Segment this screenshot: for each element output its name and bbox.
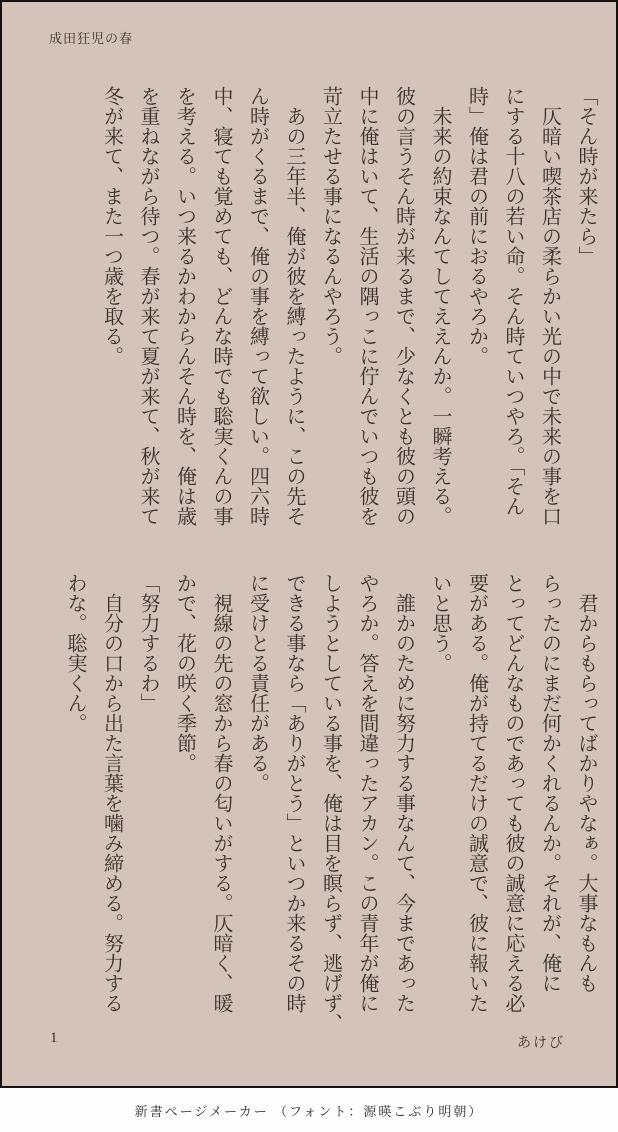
text-block-lower <box>57 573 605 1041</box>
text-line: 冬が来て、また一つ歳を取る。 <box>100 86 123 366</box>
text-line: 時」俺は君の前におるやろか。 <box>465 86 488 366</box>
text-line: 自分の口から出た言葉を噛み締める。努力する <box>100 573 123 1013</box>
text-line: しようとしている事を、俺は目を瞑らず、逃げず、 <box>319 573 342 1033</box>
text-line: やろか。答えを間違ったアカン。この青年が俺に <box>356 573 378 1013</box>
text-line: あの三年半、俺が彼を縛ったように、この先そ <box>283 86 305 526</box>
text-line: 苛立たせる事になるんやろう。 <box>319 86 342 366</box>
text-block-upper <box>93 86 604 554</box>
text-line: 仄暗い喫茶店の柔らかい光の中で未来の事を口 <box>538 86 561 526</box>
text-line: わな。聡実くん。 <box>64 573 86 733</box>
page-title: 成田狂児の春 <box>49 31 134 46</box>
text-line: かで、花の咲く季節。 <box>173 573 196 773</box>
text-line: いと思う。 <box>429 573 451 673</box>
text-line: とってどんなものであっても彼の誠意に応える必 <box>502 573 524 1013</box>
text-line: できる事なら「ありがとう」といつか来るその時 <box>283 573 305 1013</box>
text-line: ん時がくるまで、俺の事を縛って欲しい。四六時 <box>246 86 269 526</box>
text-line: 「そん時が来たら」 <box>575 86 597 266</box>
author-name: あけび <box>517 1036 565 1051</box>
text-line: らったのにまだ何かくれるんか。それが、俺に <box>538 573 561 993</box>
footer-caption: 新書ページメーカー （フォント：源暎こぶり明朝） <box>134 1103 484 1119</box>
text-line: に受けとる責任がある。 <box>246 573 269 793</box>
text-line: 中、寝ても覚めても、どんな時でも聡実くんの事 <box>210 86 232 526</box>
text-line: を考える。いつ来るかわからんそん時を、俺は歳 <box>173 86 196 526</box>
text-line: 君からもらってばかりやなぁ。大事なもんも <box>575 573 597 993</box>
text-line: にする十八の若い命。そん時ていつやろ。「そん <box>502 86 524 516</box>
text-line: 中に俺はいて、生活の隅っこに佇んでいつも彼を <box>356 86 378 526</box>
text-line: を重ねながら待つ。春が来て夏が来て、秋が来て <box>137 86 159 526</box>
text-line: 視線の先の窓から春の匂いがする。仄暗く、暖 <box>210 573 232 1013</box>
text-line: 誰かのために努力する事なんて、今まであった <box>392 573 415 1013</box>
text-line: 未来の約束なんてしてええんか。一瞬考える。 <box>429 86 451 526</box>
text-line: 「努力するわ」 <box>137 573 159 713</box>
text-line: 要がある。俺が持てるだけの誠意で、彼に報いた <box>465 573 488 1013</box>
page-number: 1 <box>50 1030 58 1046</box>
text-line: 彼の言うそん時が来るまで、少なくとも彼の頭の <box>392 86 415 526</box>
footer-bar <box>0 1088 618 1132</box>
